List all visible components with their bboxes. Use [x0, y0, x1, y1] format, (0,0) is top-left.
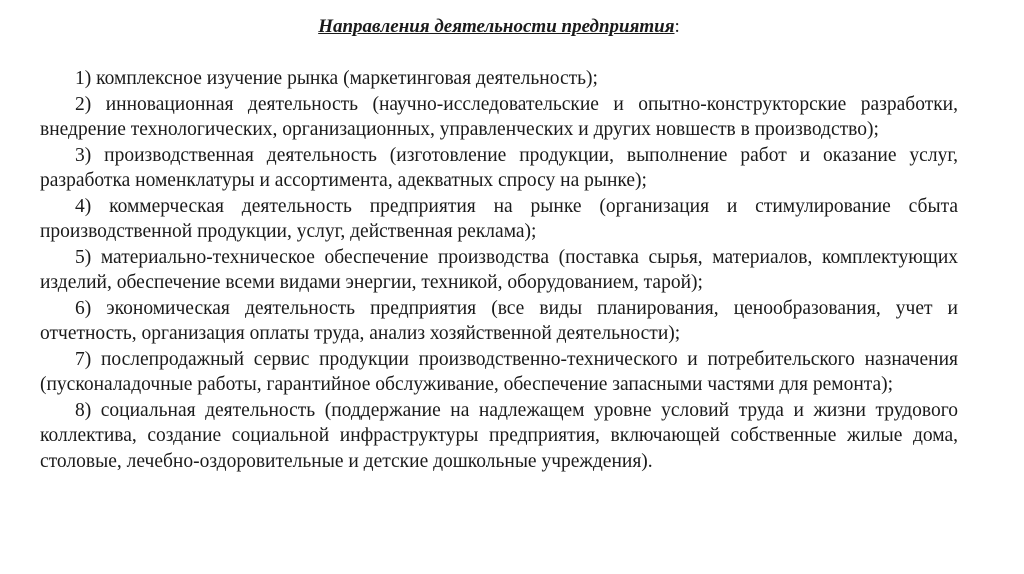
list-item: 7) послепродажный сервис продукции производственно-технического и потребительского назначения (пусконаладочные работы, гарантийное обслуживание, обеспечение запасными частями для ремонта);	[40, 348, 958, 395]
list-item: 2) инновационная деятельность (научно-исследовательские и опытно-конструкторские разработки, внедрение технологических, организационных, управленческих и других новшеств в производство);	[40, 93, 958, 140]
list-item: 1) комплексное изучение рынка (маркетинговая деятельность);	[75, 68, 598, 89]
list-item: 4) коммерческая деятельность предприятия на рынке (организация и стимулирование сбыта производственной продукции, услуг, действенная реклама);	[40, 195, 958, 242]
list-item: 5) материально-техническое обеспечение производства (поставка сырья, материалов, комплектующих изделий, обеспечение всеми видами энергии, техникой, оборудованием, тарой);	[40, 246, 958, 293]
list-item: 8) социальная деятельность (поддержание на надлежащем уровне условий труда и жизни трудового коллектива, создание социальной инфраструктуры предприятия, включающей собственные жилые дома, столовые, лечебно-оздоровительные и детские дошкольные учреждения).	[40, 399, 958, 472]
activity-list	[40, 66, 958, 474]
list-item: 3) производственная деятельность (изготовление продукции, выполнение работ и оказание услуг, разработка номенклатуры и ассортимента, адекватных спросу на рынке);	[40, 144, 958, 191]
document-title-suffix: :	[674, 16, 680, 37]
document-heading	[40, 14, 958, 40]
document-page	[40, 14, 958, 474]
document-title: Направления деятельности предприятия	[318, 16, 675, 37]
list-item: 6) экономическая деятельность предприятия (все виды планирования, ценообразования, учет и отчетность, организация оплаты труда, анализ хозяйственной деятельности);	[40, 297, 958, 344]
